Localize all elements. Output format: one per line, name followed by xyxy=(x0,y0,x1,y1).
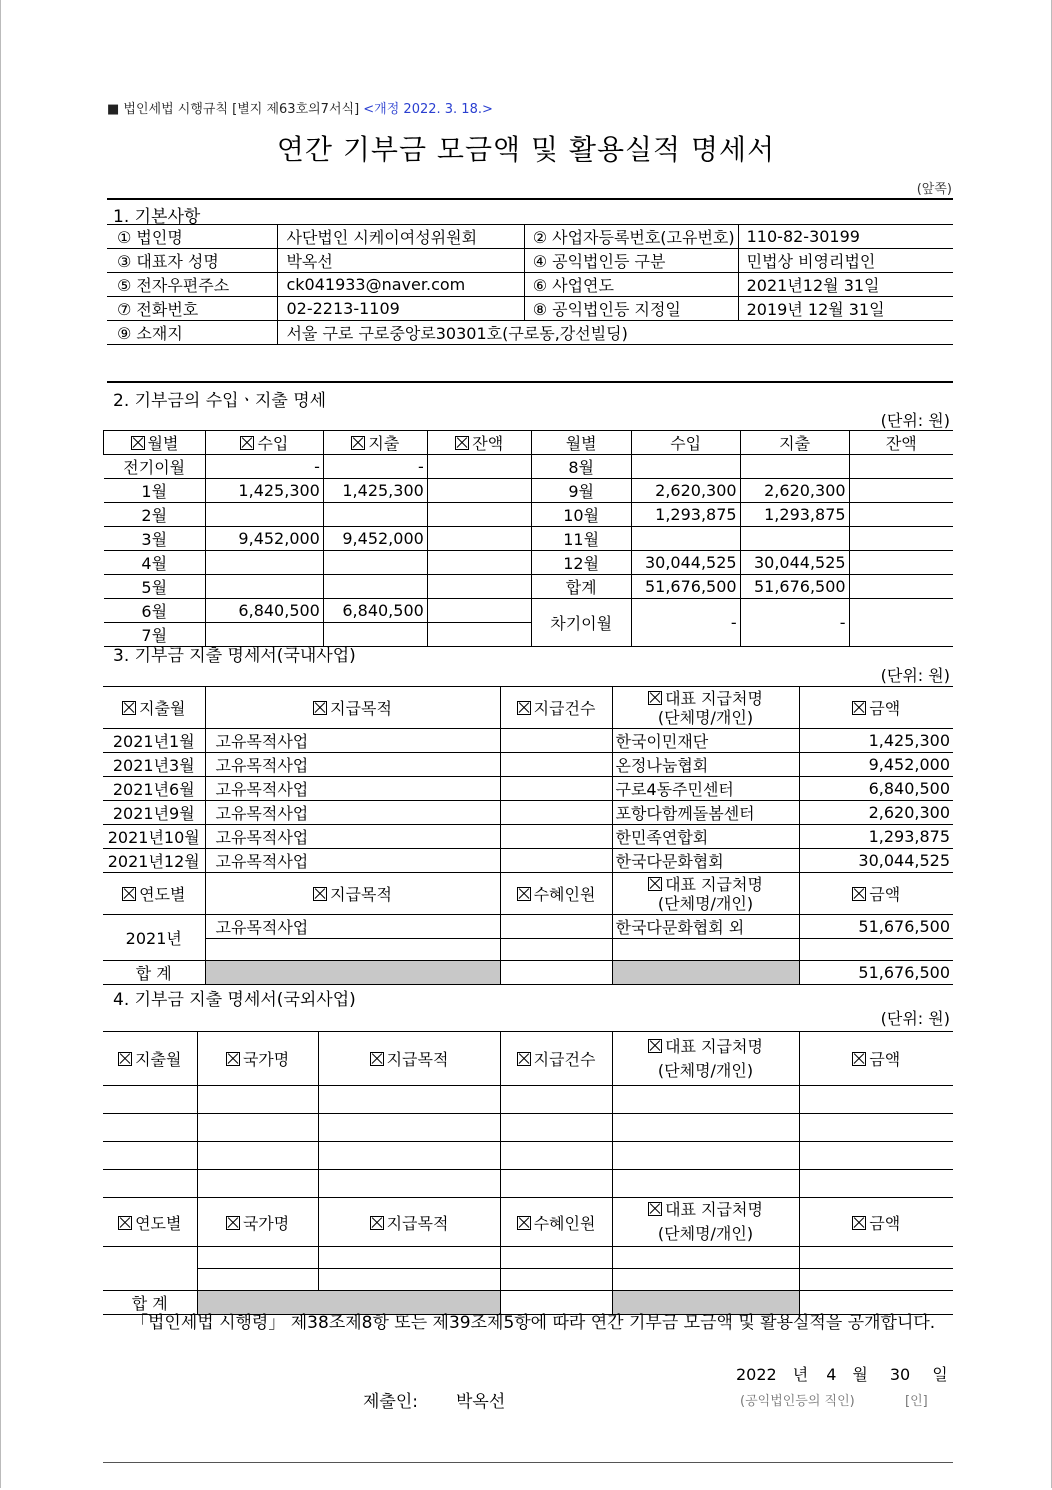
column-header-label: 대표 지급처명 xyxy=(665,688,763,708)
expense-recipient: 한국이민재단 xyxy=(612,729,799,753)
expense-row xyxy=(103,849,953,873)
blank-cell xyxy=(318,1142,500,1170)
blank-cell xyxy=(500,1247,612,1269)
blank-row xyxy=(103,1114,953,1142)
section3-unit: (단위: 원) xyxy=(880,666,950,685)
year-row xyxy=(103,915,953,939)
month-label: 1월 xyxy=(104,479,206,503)
info-value: 02-2213-1109 xyxy=(278,297,524,321)
expense-month: 2021년9월 xyxy=(103,801,205,825)
amount-out xyxy=(323,503,427,527)
gray-cell xyxy=(205,961,500,985)
expense-purpose xyxy=(205,939,500,961)
beneficiary-count xyxy=(500,939,612,961)
column-header-label: 연도별 xyxy=(139,885,186,904)
expense-amount: 2,620,300 xyxy=(799,801,953,825)
amount-out: 2,620,300 xyxy=(740,479,849,503)
expense-count xyxy=(500,777,612,801)
checkbox-icon xyxy=(122,701,136,715)
expense-recipient: 온정나눔협회 xyxy=(612,753,799,777)
checkbox-icon xyxy=(131,436,145,450)
checkbox-icon xyxy=(118,1052,132,1066)
expense-amount: 51,676,500 xyxy=(799,915,953,939)
column-header-label: 대표 지급처명 xyxy=(665,1036,763,1056)
amount-in: 51,676,500 xyxy=(631,575,740,599)
month-row xyxy=(104,599,954,623)
month-row xyxy=(104,479,954,503)
column-header-label: 지출월 xyxy=(135,1050,182,1069)
section4-unit: (단위: 원) xyxy=(880,1009,950,1028)
total-row xyxy=(103,961,953,985)
amount-balance xyxy=(427,503,531,527)
checkbox-icon xyxy=(517,1216,531,1230)
month-label: 차기이월 xyxy=(531,599,631,647)
expense-amount xyxy=(799,939,953,961)
checkbox-icon xyxy=(852,701,866,715)
expense-row xyxy=(103,801,953,825)
expense-purpose: 고유목적사업 xyxy=(205,915,500,939)
column-header xyxy=(799,873,953,915)
month-row xyxy=(104,551,954,575)
column-header-label: 금액 xyxy=(869,1213,901,1233)
header-row xyxy=(103,873,953,915)
blank-cell xyxy=(500,1142,612,1170)
column-header-label: 지급목적 xyxy=(330,885,392,904)
info-label: ③ 대표자 성명 xyxy=(107,249,278,273)
column-header xyxy=(323,431,427,455)
column-header xyxy=(427,431,531,455)
amount-in: 1,293,875 xyxy=(631,503,740,527)
blank-cell xyxy=(103,1086,197,1114)
domestic-table xyxy=(103,686,953,985)
month-label: 3월 xyxy=(104,527,206,551)
info-value: 110-82-30199 xyxy=(738,225,953,249)
amount-in: 2,620,300 xyxy=(631,479,740,503)
column-header-label: 연도별 xyxy=(135,1213,182,1233)
checkbox-icon xyxy=(517,701,531,715)
amount-balance xyxy=(849,599,953,647)
column-header-label: 대표 지급처명 xyxy=(665,1200,763,1219)
blank-cell xyxy=(197,1142,318,1170)
amount-out: 6,840,500 xyxy=(323,599,427,623)
blank-cell xyxy=(500,1269,612,1291)
blank-cell xyxy=(318,1170,500,1198)
column-header-label: 국가명 xyxy=(242,1213,290,1233)
blank-cell xyxy=(197,1170,318,1198)
column-header xyxy=(612,687,799,729)
checkbox-icon xyxy=(648,877,662,891)
expense-amount: 9,452,000 xyxy=(799,753,953,777)
total-label: 합 계 xyxy=(103,961,205,985)
month-label: 합계 xyxy=(531,575,631,599)
column-header-label: 수혜인원 xyxy=(533,885,596,904)
column-header xyxy=(500,1032,612,1086)
expense-purpose: 고유목적사업 xyxy=(205,849,500,873)
column-header-sub: (단체명/개인) xyxy=(657,893,754,913)
amount-in xyxy=(205,575,323,599)
checkbox-icon xyxy=(852,1052,866,1066)
info-label: ⑧ 공익법인등 지정일 xyxy=(524,297,738,321)
expense-row xyxy=(103,825,953,849)
blank-cell xyxy=(612,1142,799,1170)
month-row xyxy=(104,455,954,479)
checkbox-icon xyxy=(648,691,662,705)
info-label: ⑦ 전화번호 xyxy=(107,297,278,321)
info-label: ⑤ 전자우편주소 xyxy=(107,273,278,297)
blank-cell xyxy=(318,1086,500,1114)
amount-in xyxy=(205,503,323,527)
column-header xyxy=(799,1198,953,1247)
info-value: 민법상 비영리법인 xyxy=(738,249,953,273)
expense-amount: 1,293,875 xyxy=(799,825,953,849)
info-row xyxy=(107,225,953,249)
amount-in: 1,425,300 xyxy=(205,479,323,503)
blank-cell xyxy=(612,1269,799,1291)
section4-heading: 4. 기부금 지출 명세서(국외사업) xyxy=(113,990,356,1010)
submission-date: 2022 년 4 월 30 일 xyxy=(736,1365,948,1384)
blank-row xyxy=(103,1086,953,1114)
column-header-label: 지급건수 xyxy=(533,699,596,718)
year-label xyxy=(103,1247,197,1291)
month-label: 7월 xyxy=(104,623,206,647)
amount-balance xyxy=(427,527,531,551)
expense-purpose: 고유목적사업 xyxy=(205,753,500,777)
column-header-sub: (단체명/개인) xyxy=(657,1060,754,1080)
expense-count xyxy=(500,825,612,849)
month-label: 12월 xyxy=(531,551,631,575)
blank-cell xyxy=(612,1114,799,1142)
amount-in: - xyxy=(631,599,740,647)
beneficiary-count xyxy=(500,915,612,939)
blank-cell xyxy=(500,1086,612,1114)
column-header xyxy=(205,431,323,455)
expense-count xyxy=(500,729,612,753)
column-header xyxy=(103,687,205,729)
bottom-rule xyxy=(103,1462,953,1463)
expense-month: 2021년1월 xyxy=(103,729,205,753)
column-header xyxy=(197,1032,318,1086)
blank-cell xyxy=(197,1086,318,1114)
amount-in: 9,452,000 xyxy=(205,527,323,551)
blank-cell xyxy=(318,1247,500,1269)
blank-cell xyxy=(612,1247,799,1269)
amount-balance xyxy=(427,455,531,479)
blank-cell xyxy=(799,1170,953,1198)
column-header xyxy=(103,1198,197,1247)
amount-in: - xyxy=(205,455,323,479)
checkbox-icon xyxy=(517,887,531,901)
amount-out: 9,452,000 xyxy=(323,527,427,551)
section2-heading: 2. 기부금의 수입ㆍ지출 명세 xyxy=(113,391,327,411)
header-row xyxy=(103,1032,953,1086)
blank-cell xyxy=(612,1086,799,1114)
month-label: 8월 xyxy=(531,455,631,479)
month-label: 5월 xyxy=(104,575,206,599)
amount-out: - xyxy=(323,455,427,479)
info-row xyxy=(107,273,953,297)
column-header xyxy=(612,1032,799,1086)
month-row xyxy=(104,503,954,527)
expense-month: 2021년10월 xyxy=(103,825,205,849)
expense-recipient: 포항다함께돌봄센터 xyxy=(612,801,799,825)
amount-out: - xyxy=(740,599,849,647)
expense-amount: 1,425,300 xyxy=(799,729,953,753)
blank-row xyxy=(103,1142,953,1170)
amount-balance xyxy=(427,551,531,575)
info-value: 박옥선 xyxy=(278,249,524,273)
page-title: 연간 기부금 모금액 및 활용실적 명세서 xyxy=(276,133,776,166)
amount-balance xyxy=(427,623,531,647)
info-value: 서울 구로 구로중앙로30301호(구로동,강선빌딩) xyxy=(278,321,953,345)
amount-in xyxy=(205,551,323,575)
address-row xyxy=(107,321,953,345)
expense-row xyxy=(103,777,953,801)
expense-amount: 30,044,525 xyxy=(799,849,953,873)
amount-out: 1,293,875 xyxy=(740,503,849,527)
month-label: 10월 xyxy=(531,503,631,527)
column-header xyxy=(612,873,799,915)
header-row xyxy=(103,687,953,729)
column-header xyxy=(318,1032,500,1086)
column-header-label: 지급목적 xyxy=(386,1050,449,1069)
column-header-label: 금액 xyxy=(869,699,901,718)
amount-balance xyxy=(849,527,953,551)
expense-purpose: 고유목적사업 xyxy=(205,729,500,753)
column-header xyxy=(799,1032,953,1086)
checkbox-icon xyxy=(122,887,136,901)
basic-info-table xyxy=(107,224,953,345)
column-header-label: 수입 xyxy=(257,434,289,453)
info-value: 2019년 12월 31일 xyxy=(738,297,953,321)
column-header-label: 국가명 xyxy=(242,1050,290,1069)
seal-role: (공익법인등의 직인) xyxy=(740,1394,855,1409)
month-row xyxy=(104,575,954,599)
column-header-sub: (단체명/개인) xyxy=(657,1224,754,1243)
revision-note: <개정 2022. 3. 18.> xyxy=(363,102,493,117)
column-header-label: 대표 지급처명 xyxy=(665,874,763,894)
info-value: 2021년12월 31일 xyxy=(738,273,953,297)
overseas-table xyxy=(103,1031,953,1315)
blank-cell xyxy=(103,1170,197,1198)
blank-cell xyxy=(103,1114,197,1142)
column-header xyxy=(197,1198,318,1247)
amount-out: 30,044,525 xyxy=(740,551,849,575)
blank-cell xyxy=(799,1269,953,1291)
column-header-label: 지급목적 xyxy=(330,699,392,718)
blank-cell xyxy=(500,1114,612,1142)
blank-cell xyxy=(318,1114,500,1142)
checkbox-icon xyxy=(517,1052,531,1066)
amount-out: 51,676,500 xyxy=(740,575,849,599)
column-header xyxy=(205,873,500,915)
amount-balance xyxy=(849,551,953,575)
seal-mark: [인] xyxy=(905,1394,928,1409)
info-row xyxy=(107,297,953,321)
column-header xyxy=(612,1198,799,1247)
expense-recipient xyxy=(612,939,799,961)
blank-cell xyxy=(612,1170,799,1198)
amount-balance xyxy=(427,479,531,503)
amount-balance xyxy=(849,479,953,503)
expense-month: 2021년12월 xyxy=(103,849,205,873)
column-header xyxy=(318,1198,500,1247)
column-header: 지출 xyxy=(740,431,849,455)
year-row-blank xyxy=(103,939,953,961)
submitter-label: 제출인: xyxy=(363,1392,418,1412)
column-header: 수입 xyxy=(631,431,740,455)
blank-cell xyxy=(103,1142,197,1170)
expense-recipient: 한국다문화협회 외 xyxy=(612,915,799,939)
info-label: ① 법인명 xyxy=(107,225,278,249)
column-header xyxy=(103,873,205,915)
amount-out xyxy=(740,455,849,479)
amount-in xyxy=(631,455,740,479)
header-row xyxy=(103,1198,953,1247)
amount-balance xyxy=(849,503,953,527)
expense-count xyxy=(500,849,612,873)
amount-balance xyxy=(849,455,953,479)
info-value: 사단법인 시케이여성위원회 xyxy=(278,225,524,249)
month-label: 2월 xyxy=(104,503,206,527)
income-expense-table xyxy=(103,430,953,647)
column-header: 잔액 xyxy=(849,431,953,455)
total-label: 합 계 xyxy=(103,1291,197,1315)
expense-amount: 6,840,500 xyxy=(799,777,953,801)
column-header xyxy=(500,873,612,915)
section1-heading: 1. 기본사항 xyxy=(113,207,201,227)
checkbox-icon xyxy=(370,1216,384,1230)
year-label: 2021년 xyxy=(103,915,205,961)
checkbox-icon xyxy=(313,887,327,901)
amount-balance xyxy=(427,599,531,623)
header-row xyxy=(104,431,954,455)
blank-cell xyxy=(799,1086,953,1114)
expense-row xyxy=(103,753,953,777)
expense-recipient: 한국다문화협회 xyxy=(612,849,799,873)
column-header-label: 지출월 xyxy=(139,699,186,718)
info-label: ⑥ 사업연도 xyxy=(524,273,738,297)
expense-count xyxy=(500,753,612,777)
info-label: ④ 공익법인등 구분 xyxy=(524,249,738,273)
info-label: ⑨ 소재지 xyxy=(107,321,278,345)
column-header-label: 잔액 xyxy=(472,434,504,453)
column-header-sub: (단체명/개인) xyxy=(657,707,754,727)
checkbox-icon xyxy=(455,436,469,450)
column-header: 월별 xyxy=(531,431,631,455)
checkbox-icon xyxy=(226,1052,240,1066)
month-label: 9월 xyxy=(531,479,631,503)
info-value: ck041933@naver.com xyxy=(278,273,524,297)
expense-count xyxy=(500,801,612,825)
month-row xyxy=(104,527,954,551)
blank-cell xyxy=(197,1114,318,1142)
column-header-label: 금액 xyxy=(869,1050,901,1069)
blank-cell xyxy=(799,1142,953,1170)
checkbox-icon xyxy=(370,1052,384,1066)
page-side: (앞쪽) xyxy=(916,182,952,197)
submitter-name: 박옥선 xyxy=(456,1392,506,1412)
column-header-label: 지급건수 xyxy=(533,1050,596,1069)
month-label: 11월 xyxy=(531,527,631,551)
column-header-label: 지급목적 xyxy=(386,1213,449,1233)
column-header-label: 지출 xyxy=(368,434,400,453)
expense-purpose: 고유목적사업 xyxy=(205,777,500,801)
blank-cell xyxy=(197,1247,318,1269)
checkbox-icon xyxy=(240,436,254,450)
total-amount: 51,676,500 xyxy=(799,961,953,985)
column-header-label: 금액 xyxy=(869,885,901,904)
expense-row xyxy=(103,729,953,753)
month-label: 4월 xyxy=(104,551,206,575)
blank-cell xyxy=(799,1114,953,1142)
blank-row xyxy=(103,1170,953,1198)
checkbox-icon xyxy=(118,1216,132,1230)
expense-month: 2021년6월 xyxy=(103,777,205,801)
disclosure-statement: 「법인세법 시행령」 제38조제8항 또는 제39조제5항에 따라 연간 기부금 모금액 및 활용실적을 공개합니다. xyxy=(131,1313,936,1333)
form-reference: ■ 법인세법 시행규칙 [별지 제63호의7서식] <개정 2022. 3. 18.> xyxy=(107,102,493,117)
year-row-blank xyxy=(103,1269,953,1291)
section3-heading: 3. 기부금 지출 명세서(국내사업) xyxy=(113,646,356,666)
gray-cell xyxy=(612,961,799,985)
blank-cell xyxy=(318,1269,500,1291)
expense-month: 2021년3월 xyxy=(103,753,205,777)
column-header-label: 수혜인원 xyxy=(533,1213,596,1233)
expense-recipient: 구로4동주민센터 xyxy=(612,777,799,801)
amount-out xyxy=(740,527,849,551)
expense-purpose: 고유목적사업 xyxy=(205,825,500,849)
amount-out: 1,425,300 xyxy=(323,479,427,503)
checkbox-icon xyxy=(852,1216,866,1230)
column-header xyxy=(500,1198,612,1247)
column-header xyxy=(799,687,953,729)
expense-purpose: 고유목적사업 xyxy=(205,801,500,825)
amount-balance xyxy=(849,575,953,599)
info-label: ② 사업자등록번호(고유번호) xyxy=(524,225,738,249)
checkbox-icon xyxy=(226,1216,240,1230)
column-header xyxy=(500,687,612,729)
column-header xyxy=(205,687,500,729)
column-header xyxy=(103,1032,197,1086)
month-label: 6월 xyxy=(104,599,206,623)
checkbox-icon xyxy=(648,1039,662,1053)
month-label: 전기이월 xyxy=(104,455,206,479)
checkbox-icon xyxy=(351,436,365,450)
section2-unit: (단위: 원) xyxy=(880,411,950,430)
column-header xyxy=(104,431,206,455)
expense-recipient: 한민족연합회 xyxy=(612,825,799,849)
checkbox-icon xyxy=(648,1202,662,1216)
blank-cell xyxy=(799,1247,953,1269)
amount-in xyxy=(631,527,740,551)
column-header-label: 월별 xyxy=(147,434,179,453)
amount-in: 30,044,525 xyxy=(631,551,740,575)
info-row xyxy=(107,249,953,273)
amount-out xyxy=(323,551,427,575)
checkbox-icon xyxy=(852,887,866,901)
amount-balance xyxy=(427,575,531,599)
year-row xyxy=(103,1247,953,1269)
amount-in: 6,840,500 xyxy=(205,599,323,623)
blank-cell xyxy=(500,1170,612,1198)
total-count xyxy=(500,961,612,985)
checkbox-icon xyxy=(313,701,327,715)
blank-cell xyxy=(197,1269,318,1291)
amount-out xyxy=(323,575,427,599)
